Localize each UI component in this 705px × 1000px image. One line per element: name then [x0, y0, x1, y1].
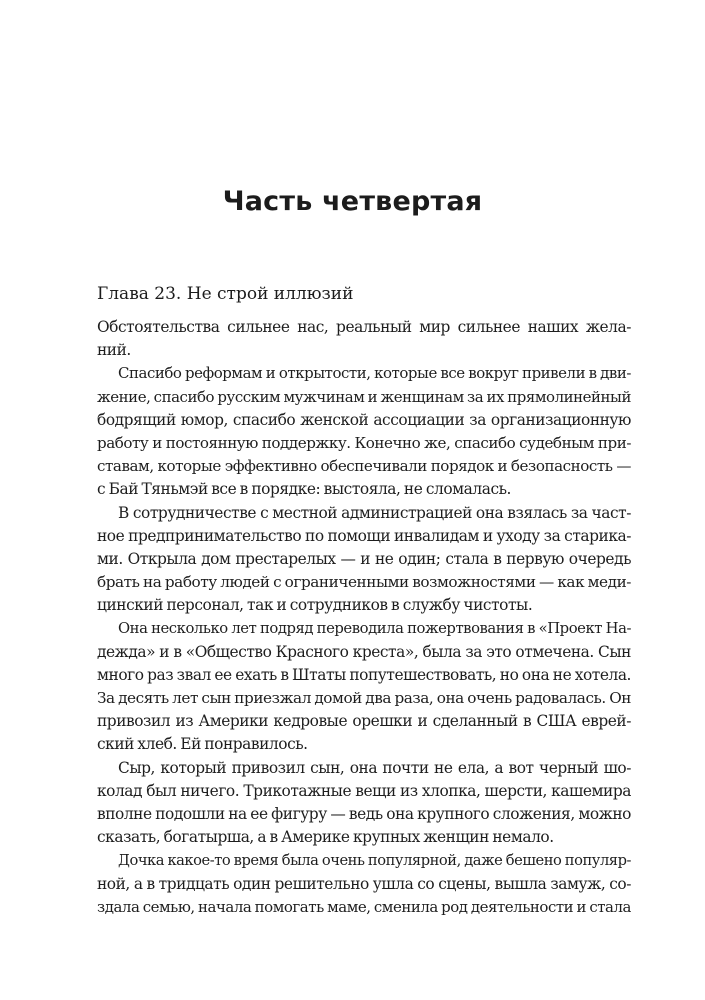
text-line: дежда» и в «Общество Красного креста», была за это отмечена. Сын	[97, 642, 631, 661]
text-line: колад был ничего. Трикотажные вещи из хлопка, шерсти, кашемира	[97, 781, 631, 800]
text-line: Спасибо реформам и открытости, которые все вокруг привели в дви-	[118, 364, 631, 383]
text-line: брать на работу людей с ограниченными возможностями — как меди-	[97, 573, 631, 592]
text-line: здала семью, начала помогать маме, сменила род деятельности и стала	[97, 897, 631, 916]
text-line: сказать, богатырша, а в Америке крупных женщин немало.	[97, 828, 554, 847]
text-line: ний.	[97, 341, 131, 360]
chapter-title: Глава 23. Не строй иллюзий	[97, 284, 354, 304]
text-line: Дочка какое-то время была очень популярной, даже бешено популяр-	[118, 852, 631, 870]
text-line: жение, спасибо русским мужчинам и женщинам за их прямолинейный	[97, 387, 631, 406]
text-line: Она несколько лет подряд переводила пожертвования в «Проект На-	[118, 620, 631, 638]
text-line: ной, а в тридцать один решительно ушла со сцены, вышла замуж, со-	[97, 874, 631, 893]
text-line: вполне подошли на ее фигуру — ведь она крупного сложения, можно	[97, 804, 631, 823]
text-line: цинский персонал, так и сотрудников в службу чистоты.	[97, 596, 533, 615]
text-line: работу и постоянную поддержку. Конечно же, спасибо судебным при-	[97, 433, 631, 452]
text-line: привозил из Америки кедровые орешки и сделанный в США еврей-	[97, 712, 631, 731]
text-line: ставам, которые эффективно обеспечивали порядок и безопасность —	[97, 457, 631, 476]
body-text	[97, 316, 631, 919]
text-line: Обстоятельства сильнее нас, реальный мир сильнее наших жела-	[97, 318, 631, 336]
text-line: с Бай Тяньмэй все в порядке: выстояла, не сломалась.	[97, 480, 511, 499]
text-line: За десять лет сын приезжал домой два раза, она очень радовалась. Он	[97, 689, 631, 707]
part-title: Часть четвертая	[222, 186, 483, 217]
text-line: ский хлеб. Ей понравилось.	[97, 735, 308, 754]
text-line: ное предпринимательство по помощи инвалидам и уходу за старика-	[97, 526, 631, 545]
text-line: много раз звал ее ехать в Штаты попутешествовать, но она не хотела.	[97, 665, 631, 684]
text-line: ми. Открыла дом престарелых — и не один; стала в первую очередь	[97, 549, 631, 568]
text-line: В сотрудничестве с местной администрацией она взялась за част-	[118, 503, 631, 522]
text-line: Сыр, который привозил сын, она почти не ела, а вот черный шо-	[118, 758, 631, 777]
text-line: бодрящий юмор, спасибо женской ассоциации за организационную	[97, 410, 631, 429]
